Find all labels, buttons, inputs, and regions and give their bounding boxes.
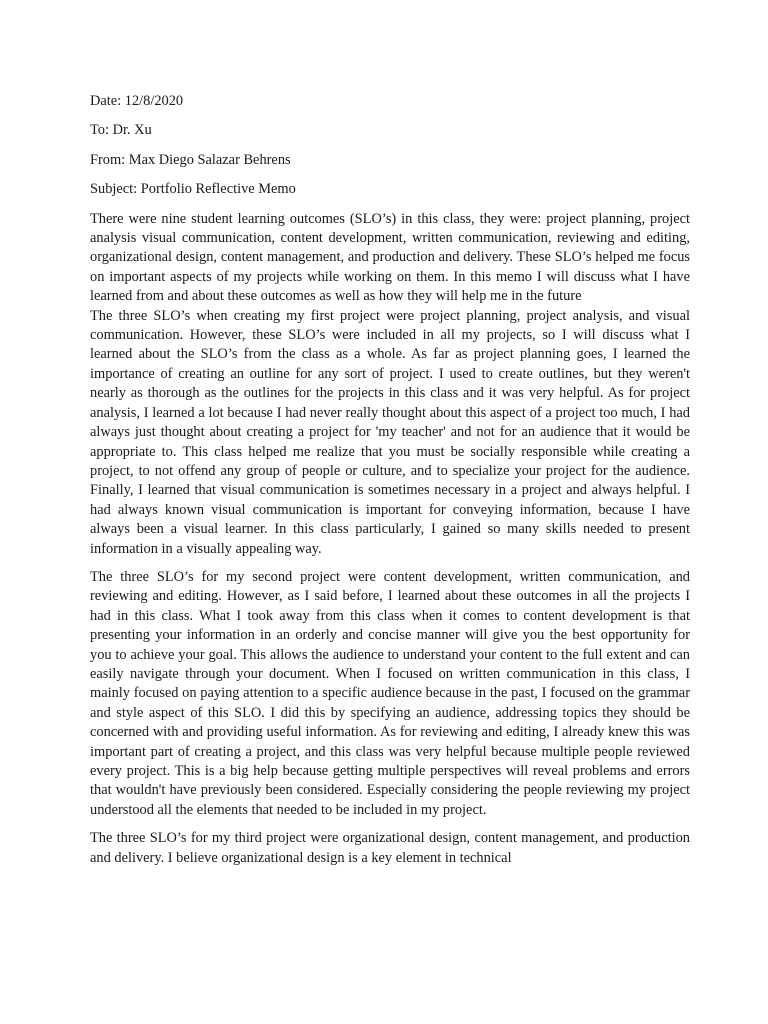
memo-content — [90, 92, 690, 868]
memo-subject: Subject: Portfolio Reflective Memo — [90, 181, 296, 198]
first-project-paragraph: The three SLO’s when creating my first project were project planning, project analysis, and visual communication. However, these SLO’s were included in all my projects, so I will discuss what I learned about the SLO’s from the class as a whole. As far as project planning goes, I learned the importance of creating an outline for any sort of project. I used to create outlines, but they weren't nearly as thorough as the outlines for the projects in this class and it was very helpful. As for project analysis, I learned a lot because I had never really thought about this aspect of a project too much, I had always just thought about creating a project for 'my teacher' and not for an audience that it would be appropriate to. This class helped me realize that you must be socially responsible while creating a project, to not offend any group of people or culture, and to specialize your project for the audience. Finally, I learned that visual communication is sometimes necessary in a project and always helpful. I had always known visual communication is important for conveying information, because I have always been a visual learner. In this class particularly, I gained so many skills needed to present information in a visually appealing way. — [90, 307, 690, 557]
second-project-paragraph: The three SLO’s for my second project were content development, written communication, and reviewing and editing. However, as I said before, I learned about these outcomes in all the projects I had in this class. What I took away from this class when it comes to content development is that presenting your information in an orderly and concise manner will give you the best opportunity for you to achieve your goal. This allows the audience to understand your content to the full extent and can easily navigate through your document. When I focused on written communication in this class, I mainly focused on paying attention to a specific audience because in the past, I focused on the grammar and style aspect of this SLO. I did this by specifying an audience, addressing topics they should be concerned with and providing useful information. As for reviewing and editing, I already knew this was important part of creating a project, and this class was very helpful because multiple people reviewed every project. This is a big help because getting multiple perspectives will reveal problems and errors that wouldn't have previously been considered. Especially considering the people reviewing my project understood all the elements that needed to be included in my project. — [90, 568, 690, 818]
memo-to: To: Dr. Xu — [90, 122, 152, 139]
intro-paragraph: There were nine student learning outcomes (SLO’s) in this class, they were: project planning, project analysis visual communication, content development, written communication, reviewing and editing, organizational design, content management, and production and delivery. These SLO’s helped me focus on important aspects of my projects while working on them. In this memo I will discuss what I have learned from and about these outcomes as well as how they will help me in the future — [90, 210, 690, 305]
third-project-paragraph: The three SLO’s for my third project were organizational design, content management, and production and delivery. I believe organizational design is a key element in technical — [90, 830, 690, 866]
memo-date: Date: 12/8/2020 — [90, 93, 184, 109]
memo-from: From: Max Diego Salazar Behrens — [90, 151, 291, 168]
